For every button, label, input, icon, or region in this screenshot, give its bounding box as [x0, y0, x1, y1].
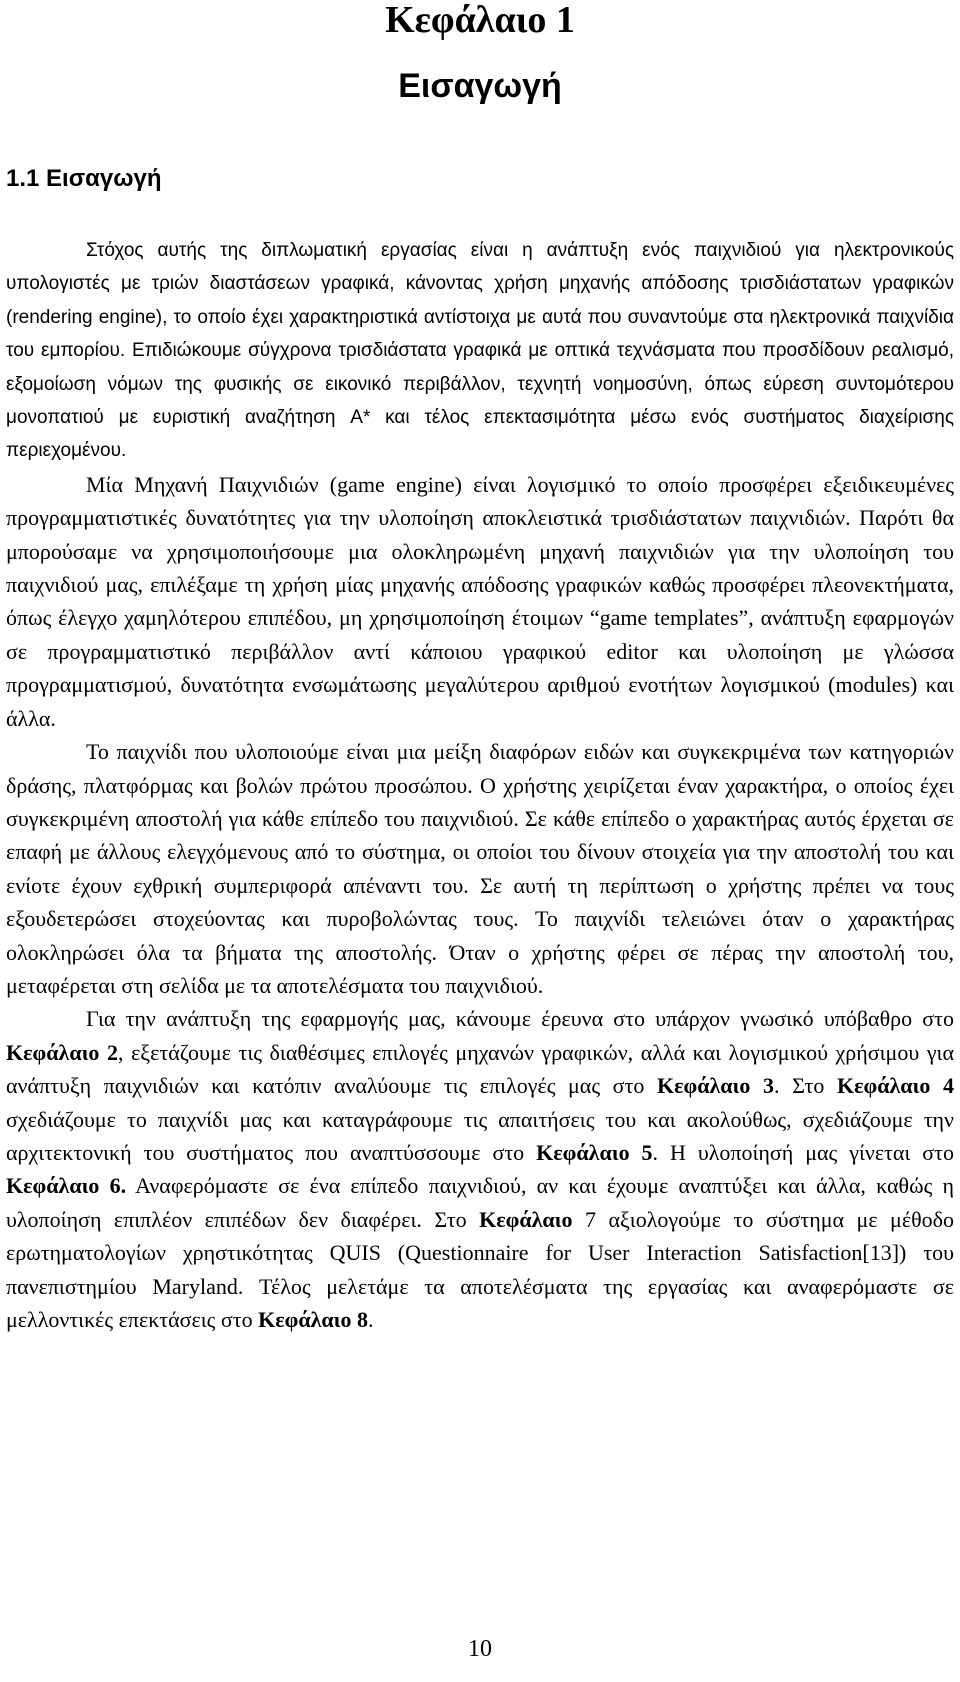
paragraph-4	[6, 1002, 954, 1336]
page-number: 10	[468, 1636, 492, 1662]
section-heading: 1.1 Εισαγωγή	[6, 165, 162, 192]
paragraph-4-text-3: . Στο	[773, 1073, 837, 1099]
paragraph-1: Στόχος αυτής της διπλωματική εργασίας είναι η ανάπτυξη ενός παιχνιδιού για ηλεκτρονικούς υπολογιστές με τριών διαστάσεων γραφικά, κάνοντας χρήση μηχανής απόδοσης τρισδιάστατων γραφικών (rendering engine), το οποίο έχει χαρακτηριστικά αντίστοιχα με αυτά που συναντούμε στα ηλεκτρονικά παιχνίδια του εμπορίου. Επιδιώκουμε σύγχρονα τρισδιάστατα γραφικά με οπτικά τεχνάσματα που προσδίδουν ρεαλισμό, εξομοίωση νόμων της φυσικής σε εικονικό περιβάλλον, τεχνητή νοημοσύνη, όπως εύρεση συντομότερου μονοπατιού με ευριστική αναζήτηση A* και τέλος επεκτασιμότητα μέσω ενός συστήματος διαχείρισης περιεχομένου.	[6, 240, 954, 462]
paragraph-2: Μία Μηχανή Παιχνιδιών (game engine) είναι λογισμικό το οποίο προσφέρει εξειδικευμένες προγραμματιστικές δυνατότητες για την υλοποίηση αποκλειστικά τρισδιάστατων παιχνιδιών. Παρότι θα μπορούσαμε να χρησιμοποιήσουμε μια ολοκληρωμένη μηχανή παιχνιδιών για την υλοποίηση του παιχνιδιού μας, επιλέξαμε τη χρήση μίας μηχανής απόδοσης γραφικών καθώς προσφέρει πλεονεκτήματα, όπως έλεγχο χαμηλότερου επιπέδου, μη χρησιμοποίηση έτοιμων “game templates”, ανάπτυξη εφαρμογών σε προγραμματιστικό περιβάλλον αντί κάποιου γραφικού editor και υλοποίηση με γλώσσα προγραμματισμού, δυνατότητα ενσωμάτωσης μεγαλύτερου αριθμού ενοτήτων λογισμικού (modules) και άλλα.	[6, 471, 954, 731]
chapter-ref-7: Κεφάλαιο	[479, 1206, 573, 1232]
chapter-ref-6: Κεφάλαιο 6.	[6, 1173, 127, 1199]
paragraph-4-text-6: Αναφερόμαστε σε ένα επίπεδο παιχνιδιού, αν και έχουμε αναπτύξει και άλλα, καθώς η υλοποίηση επιπλέον επιπέδων δεν διαφέρει. Στο	[6, 1173, 954, 1232]
paragraph-4-text-2: , εξετάζουμε τις διαθέσιμες επιλογές μηχανών γραφικών, αλλά και λογισμικού χρήσιμου για ανάπτυξη παιχνιδιών και κατόπιν αναλύουμε τις επιλογές μας στο	[6, 1039, 954, 1099]
chapter-title: Εισαγωγή	[398, 67, 562, 105]
chapter-ref-2: Κεφάλαιο 2	[6, 1039, 118, 1065]
document-page	[6, 0, 954, 1682]
paragraph-4-text-4: σχεδιάζουμε το παιχνίδι μας και καταγράφουμε τις απαιτήσεις του και ακολούθως, σχεδιάζουμε την αρχιτεκτονική του συστήματος που αναπτύσσουμε στο	[6, 1106, 954, 1165]
chapter-ref-3: Κεφάλαιο 3	[656, 1073, 774, 1099]
paragraph-4-text-5: . Η υλοποίησή μας γίνεται στο	[652, 1139, 954, 1165]
chapter-label: Κεφάλαιο 1	[385, 0, 575, 41]
paragraph-4-text-7: 7 αξιολογούμε το σύστημα με μέθοδο ερωτηματολογίων χρηστικότητας QUIS (Questionnaire for User Interaction Satisfaction[13]) του πανεπιστημίου Maryland. Τέλος μελετάμε τα αποτελέσματα της εργασίας και αναφερόμαστε σε μελλοντικές επεκτάσεις στο	[6, 1206, 954, 1332]
paragraph-4-text-8: .	[368, 1307, 374, 1332]
chapter-ref-5: Κεφάλαιο 5	[536, 1139, 653, 1165]
chapter-ref-4: Κεφάλαιο 4	[836, 1073, 954, 1099]
chapter-ref-8: Κεφάλαιο 8	[258, 1307, 369, 1332]
paragraph-4-text-1: Για την ανάπτυξη της εφαρμογής μας, κάνουμε έρευνα στο υπάρχον γνωσικό υπόβαθρο στο	[86, 1006, 954, 1032]
body-text	[6, 234, 954, 1336]
paragraph-3: Το παιχνίδι που υλοποιούμε είναι μια μείξη διαφόρων ειδών και συγκεκριμένα των κατηγοριών δράσης, πλατφόρμας και βολών πρώτου προσώπου. Ο χρήστης χειρίζεται έναν χαρακτήρα, ο οποίος έχει συγκεκριμένη αποστολή για κάθε επίπεδο του παιχνιδιού. Σε κάθε επίπεδο ο χαρακτήρας αυτός έρχεται σε επαφή με άλλους ελεγχόμενους από το σύστημα, οι οποίοι του δίνουν στοιχεία για την αποστολή του και ενίοτε έχουν εχθρική συμπεριφορά απέναντι του. Σε αυτή τη περίπτωση ο χρήστης πρέπει να τους εξουδετερώσει στοχεύοντας και πυροβολώντας τους. Το παιχνίδι τελειώνει όταν ο χαρακτήρας ολοκληρώσει όλα τα βήματα της αποστολής. Όταν ο χρήστης φέρει σε πέρας την αποστολή του, μεταφέρεται στη σελίδα με τα αποτελέσματα του παιχνιδιού.	[6, 739, 954, 998]
